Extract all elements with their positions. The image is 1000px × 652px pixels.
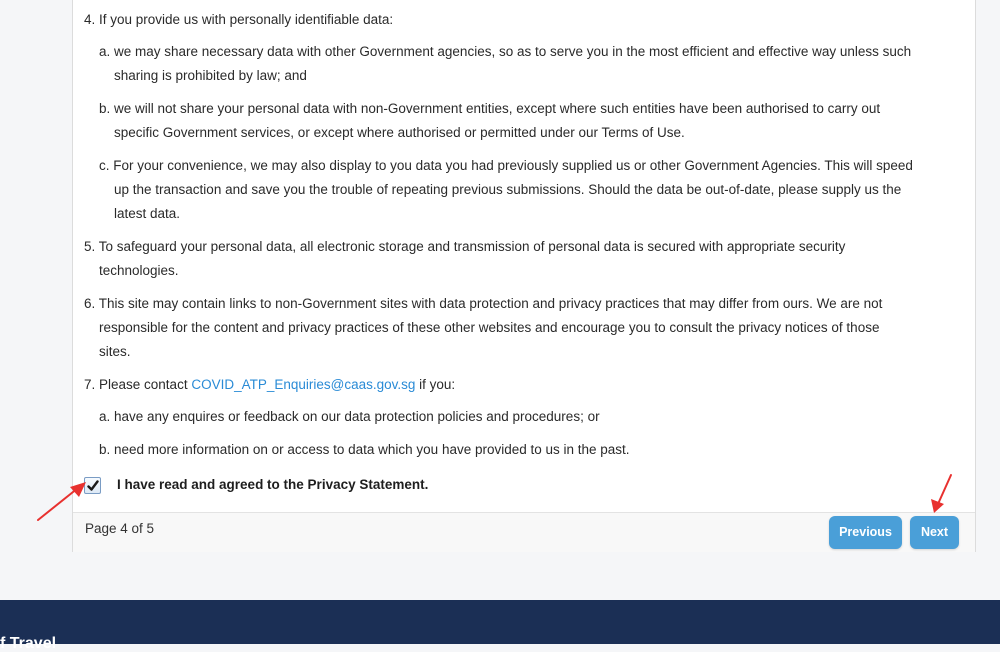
privacy-item-4a: a. we may share necessary data with other Government agencies, so as to serve you in the most efficient and effective way unless such	[99, 44, 912, 59]
annotation-arrow-icon	[34, 478, 90, 524]
privacy-item-4a-cont: sharing is prohibited by law; and	[114, 68, 307, 83]
privacy-item-5: 5. To safeguard your personal data, all electronic storage and transmission of personal data is secured with appropriate security	[84, 239, 846, 254]
previous-button[interactable]: Previous	[829, 516, 902, 549]
privacy-item-4c-cont2: latest data.	[114, 206, 181, 221]
privacy-item-4b-cont: specific Government services, or except where authorised or permitted under our Terms of Use.	[114, 125, 685, 140]
site-footer-text: f Travel	[0, 635, 57, 652]
privacy-item-4: 4. If you provide us with personally identifiable data:	[84, 12, 394, 27]
privacy-item-7b: b. need more information on or access to data which you have provided to us in the past.	[99, 442, 630, 457]
privacy-item-5-cont: technologies.	[99, 263, 179, 278]
privacy-item-7a: a. have any enquires or feedback on our data protection policies and procedures; or	[99, 409, 600, 424]
contact-suffix: if you:	[415, 377, 456, 392]
contact-prefix: 7. Please contact	[84, 377, 192, 392]
privacy-item-7	[84, 377, 455, 393]
privacy-item-4c: c. For your convenience, we may also display to you data you had previously supplied us or other Government Agencies. This will speed	[99, 158, 913, 173]
privacy-item-4c-cont: up the transaction and save you the trouble of repeating previous submissions. Should the data be out-of-date, please supply us the	[114, 182, 902, 197]
privacy-item-4b: b. we will not share your personal data with non-Government entities, except where such entities have been authorised to carry out	[99, 101, 881, 116]
privacy-item-6: 6. This site may contain links to non-Government sites with data protection and privacy practices that may differ from ours. We are not	[84, 296, 883, 311]
next-button[interactable]: Next	[910, 516, 959, 549]
page-indicator: Page 4 of 5	[85, 521, 155, 536]
privacy-item-6-cont: responsible for the content and privacy practices of these other websites and encourage you to consult the privacy notices of those	[99, 320, 880, 335]
contact-email-link[interactable]: COVID_ATP_Enquiries@caas.gov.sg	[191, 377, 416, 392]
site-footer	[0, 600, 1000, 644]
agree-label[interactable]: I have read and agreed to the Privacy Statement.	[117, 477, 429, 492]
privacy-item-6-cont2: sites.	[99, 344, 131, 359]
annotation-arrow-icon	[928, 472, 958, 516]
